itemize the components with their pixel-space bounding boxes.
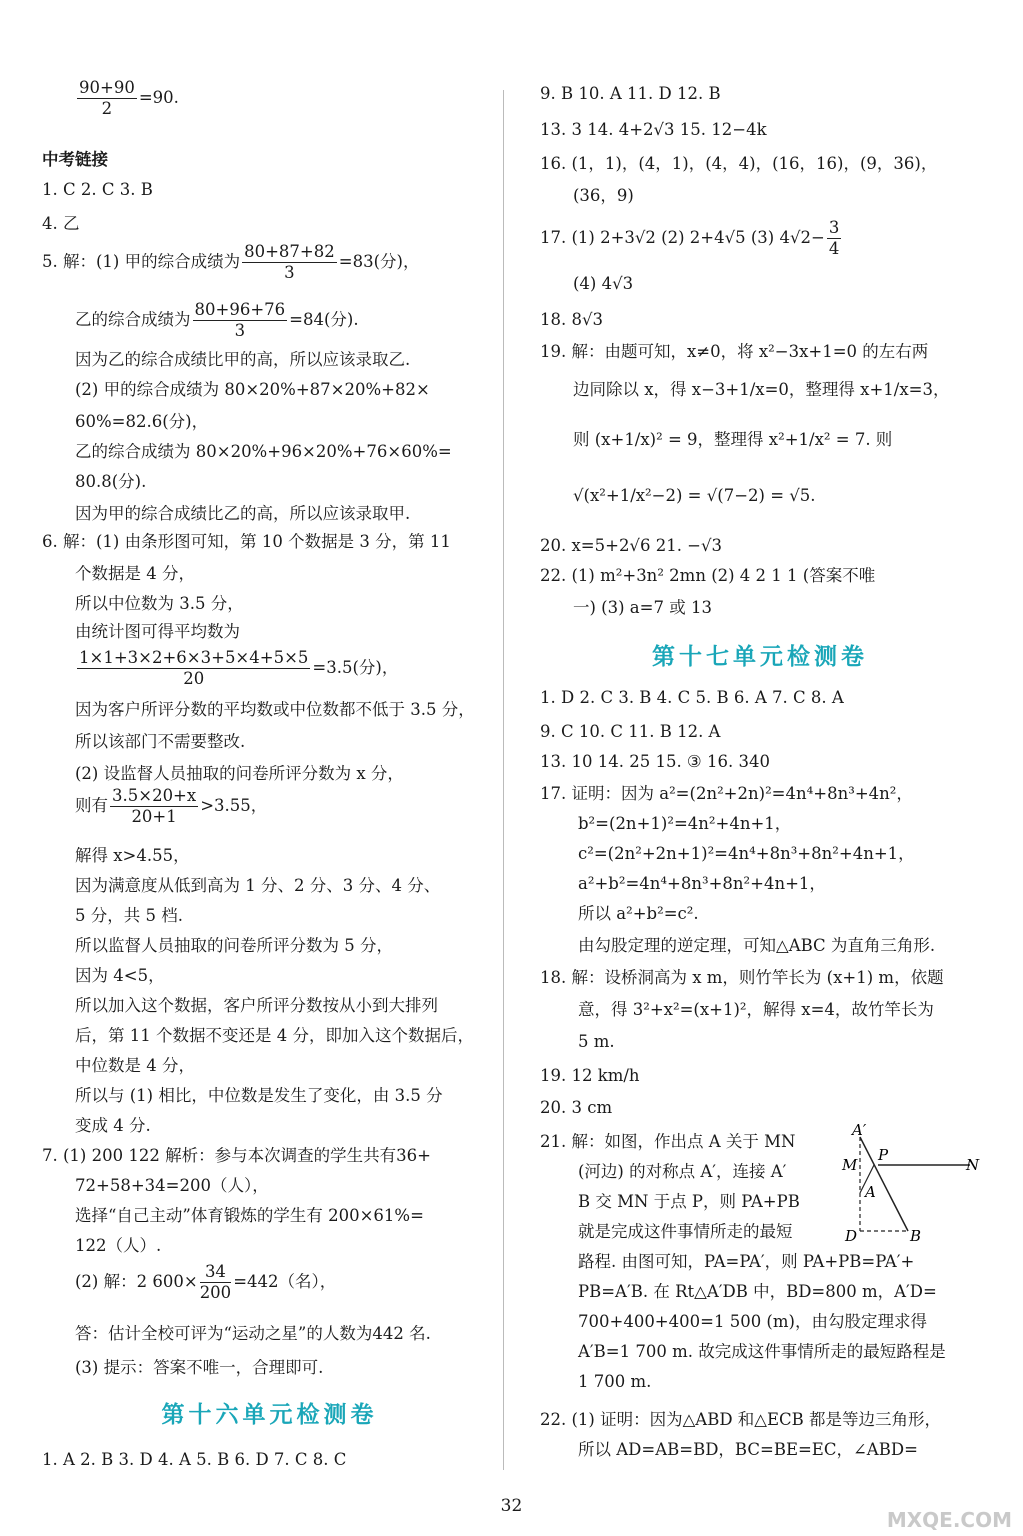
answer-line: 由统计图可得平均数为	[75, 622, 240, 641]
answer-line: 5. 解：(1) 甲的综合成绩为 $\frac{80+87+82}{3}$ =83(分)，	[42, 242, 420, 282]
answer-line: 所以加入这个数据，客户所评分数按从小到大排列	[75, 996, 438, 1015]
answer-line: √(x²+1/x²−2) = √(7−2) = √5.	[573, 486, 816, 505]
answer-line: 则 (x+1/x)² = 9，整理得 x²+1/x² = 7. 则	[573, 430, 893, 449]
geometry-figure	[840, 1123, 980, 1243]
answer-line: 解得 x>4.55，	[75, 846, 190, 865]
page-number: 32	[500, 1496, 523, 1516]
answer-line: 因为客户所评分数的平均数或中位数都不低于 3.5 分，	[75, 700, 475, 719]
answer-line: 乙的综合成绩为 $\frac{80+96+76}{3}$ =84(分).	[75, 300, 359, 340]
answer-line: 路程. 由图可知，PA=PA′，则 PA+PB=PA′+	[578, 1252, 915, 1271]
answer-line: 所以监督人员抽取的问卷所评分数为 5 分，	[75, 936, 393, 955]
answer-line: 中位数是 4 分，	[75, 1056, 195, 1075]
answer-line: 5 m.	[578, 1032, 615, 1051]
answer-line: (2) 甲的综合成绩为 80×20%+87×20%+82×	[75, 380, 430, 399]
fraction: $\frac{80+87+82}{3}$	[244, 242, 335, 282]
answer-line: A′B=1 700 m. 故完成这件事情所走的最短路程是	[578, 1342, 946, 1361]
answer-line: 72+58+34=200（人），	[75, 1176, 269, 1195]
answer-line: 4. 乙	[42, 214, 80, 233]
answer-line: 个数据是 4 分，	[75, 564, 195, 583]
answer-line: 16. (1，1)，(4，1)，(4，4)，(16，16)，(9，36)，	[540, 154, 938, 173]
answer-line: 1 700 m.	[578, 1372, 652, 1391]
answer-line: 因为乙的综合成绩比甲的高，所以应该录取乙.	[75, 350, 411, 369]
answer-line: (2) 解：2 600× $\frac{34}{200}$ =442（名），	[75, 1262, 337, 1302]
answer-line: (3) 提示：答案不唯一，合理即可.	[75, 1358, 324, 1377]
answer-line: 19. 解：由题可知，x≠0，将 x²−3x+1=0 的左右两	[540, 342, 929, 361]
answer-line: 9. C 10. C 11. B 12. A	[540, 722, 721, 741]
answer-line: (4) 4√3	[573, 274, 634, 293]
answer-line: 22. (1) 证明：因为△ABD 和△ECB 都是等边三角形，	[540, 1410, 942, 1429]
answer-line: 后，第 11 个数据不变还是 4 分，即加入这个数据后，	[75, 1026, 474, 1045]
answer-line: 则有 $\frac{3.5\times 20+x}{20+1}$ >3.55，	[75, 786, 268, 826]
answer-line: 9. B 10. A 11. D 12. B	[540, 84, 721, 103]
answer-line: 所以 AD=AB=BD，BC=BE=EC，∠ABD=	[578, 1440, 918, 1459]
answer-line: 20. x=5+2√6 21. −√3	[540, 536, 723, 555]
answer-line: 答：估计全校可评为“运动之星”的人数为442 名.	[75, 1324, 431, 1343]
answer-line: b²=(2n+1)²=4n²+4n+1，	[578, 814, 792, 833]
answer-line: (2) 设监督人员抽取的问卷所评分数为 x 分，	[75, 764, 404, 783]
answer-line: 1. C 2. C 3. B	[42, 180, 153, 199]
answer-line: 22. (1) m²+3n² 2mn (2) 4 2 1 1 (答案不唯	[540, 566, 876, 585]
answer-line: 乙的综合成绩为 80×20%+96×20%+76×60%=	[75, 442, 452, 461]
answer-line: 17. 证明：因为 a²=(2n²+2n)²=4n⁴+8n³+4n²，	[540, 784, 913, 803]
answer-line: B 交 MN 于点 P，则 PA+PB	[578, 1192, 800, 1211]
answer-line: 就是完成这件事情所走的最短	[578, 1222, 793, 1241]
fraction: $\frac{90+90}{2}$	[79, 78, 135, 118]
label-d: D	[845, 1227, 858, 1243]
label-p: P	[878, 1146, 889, 1164]
answer-line: 700+400+400=1 500 (m)，由勾股定理求得	[578, 1312, 927, 1331]
fraction: $\frac{80+96+76}{3}$	[194, 300, 286, 340]
fraction: $\frac{34}{200}$	[199, 1262, 232, 1302]
answer-line: 13. 3 14. 4+2√3 15. 12−4k	[540, 120, 767, 139]
answer-line: 所以 a²+b²=c².	[578, 904, 699, 923]
watermark	[872, 1480, 1012, 1532]
answer-line: (河边) 的对称点 A′，连接 A′	[578, 1162, 787, 1181]
answer-line: 所以与 (1) 相比，中位数是发生了变化，由 3.5 分	[75, 1086, 443, 1105]
fraction: $\frac{3.5\times 20+x}{20+1}$	[112, 786, 197, 826]
label-n: N	[966, 1156, 980, 1174]
answer-line: 选择“自己主动”体育锻炼的学生有 200×61%=	[75, 1206, 424, 1225]
answer-line: 所以中位数为 3.5 分，	[75, 594, 244, 613]
answer-line: 所以该部门不需要整改.	[75, 732, 246, 751]
answer-line: (36，9)	[573, 186, 634, 205]
answer-line: 19. 12 km/h	[540, 1066, 640, 1085]
answer-line: 122（人）.	[75, 1236, 162, 1255]
answer-line: 6. 解：(1) 由条形图可知，第 10 个数据是 3 分，第 11	[42, 532, 451, 551]
answer-line: a²+b²=4n⁴+8n³+8n²+4n+1，	[578, 874, 826, 893]
answer-line: 7. (1) 200 122 解析：参与本次调查的学生共有36+	[42, 1146, 431, 1165]
fraction: $\frac{1\times 1+3\times 2+6\times 3+5\times 4+5\times 5}{20}$	[79, 648, 309, 688]
answer-line: 18. 8√3	[540, 310, 603, 329]
answer-line: 由勾股定理的逆定理，可知△ABC 为直角三角形.	[578, 936, 936, 955]
answer-line: c²=(2n²+2n+1)²=4n⁴+8n³+8n²+4n+1，	[578, 844, 915, 863]
label-m: M	[842, 1156, 858, 1174]
answer-line: 17. (1) 2+3√2 (2) 2+4√5 (3) 4√2− $\frac{3}{4}$	[540, 218, 840, 258]
answer-line: PB=A′B. 在 Rt△A′DB 中，BD=800 m，A′D=	[578, 1282, 937, 1301]
answer-line: 60%=82.6(分)，	[75, 412, 209, 431]
answer-line: 20. 3 cm	[540, 1098, 613, 1117]
answer-line: 13. 10 14. 25 15. ③ 16. 340	[540, 752, 770, 771]
label-a: A	[865, 1183, 876, 1201]
label-a-prime: A′	[852, 1123, 867, 1139]
answer-line: 1. D 2. C 3. B 4. C 5. B 6. A 7. C 8. A	[540, 688, 844, 707]
answer-line: 1. A 2. B 3. D 4. A 5. B 6. D 7. C 8. C	[42, 1450, 347, 1469]
answer-line: $\frac{90+90}{2}$ =90.	[79, 78, 179, 118]
answer-line: 变成 4 分.	[75, 1116, 151, 1135]
column-divider	[503, 90, 504, 1470]
answer-line: 意，得 3²+x²=(x+1)²，解得 x=4，故竹竿长为	[578, 1000, 934, 1019]
answer-line: 5 分，共 5 档.	[75, 906, 183, 925]
answer-line: 一) (3) a=7 或 13	[573, 598, 712, 617]
answer-line: 因为甲的综合成绩比乙的高，所以应该录取甲.	[75, 504, 411, 523]
answer-line: 21. 解：如图，作出点 A 关于 MN	[540, 1132, 796, 1151]
section-heading: 中考链接	[42, 150, 108, 169]
unit-title: 第十六单元检测卷	[161, 1401, 378, 1428]
answer-line: 因为 4<5，	[75, 966, 165, 985]
answer-line: $\frac{1\times 1+3\times 2+6\times 3+5\times 4+5\times 5}{20}$ =3.5(分)，	[79, 648, 399, 688]
fraction: $\frac{3}{4}$	[828, 218, 840, 258]
label-b: B	[910, 1227, 922, 1243]
answer-line: 边同除以 x，得 x−3+1/x=0，整理得 x+1/x=3，	[573, 380, 950, 399]
watermark-text: MXQE.COM	[886, 1508, 1012, 1532]
answer-line: 80.8(分).	[75, 472, 147, 491]
answer-line: 因为满意度从低到高为 1 分、2 分、3 分、4 分、	[75, 876, 441, 895]
unit-title: 第十七单元检测卷	[652, 643, 868, 670]
answer-line: 18. 解：设桥洞高为 x m，则竹竿长为 (x+1) m，依题	[540, 968, 944, 987]
